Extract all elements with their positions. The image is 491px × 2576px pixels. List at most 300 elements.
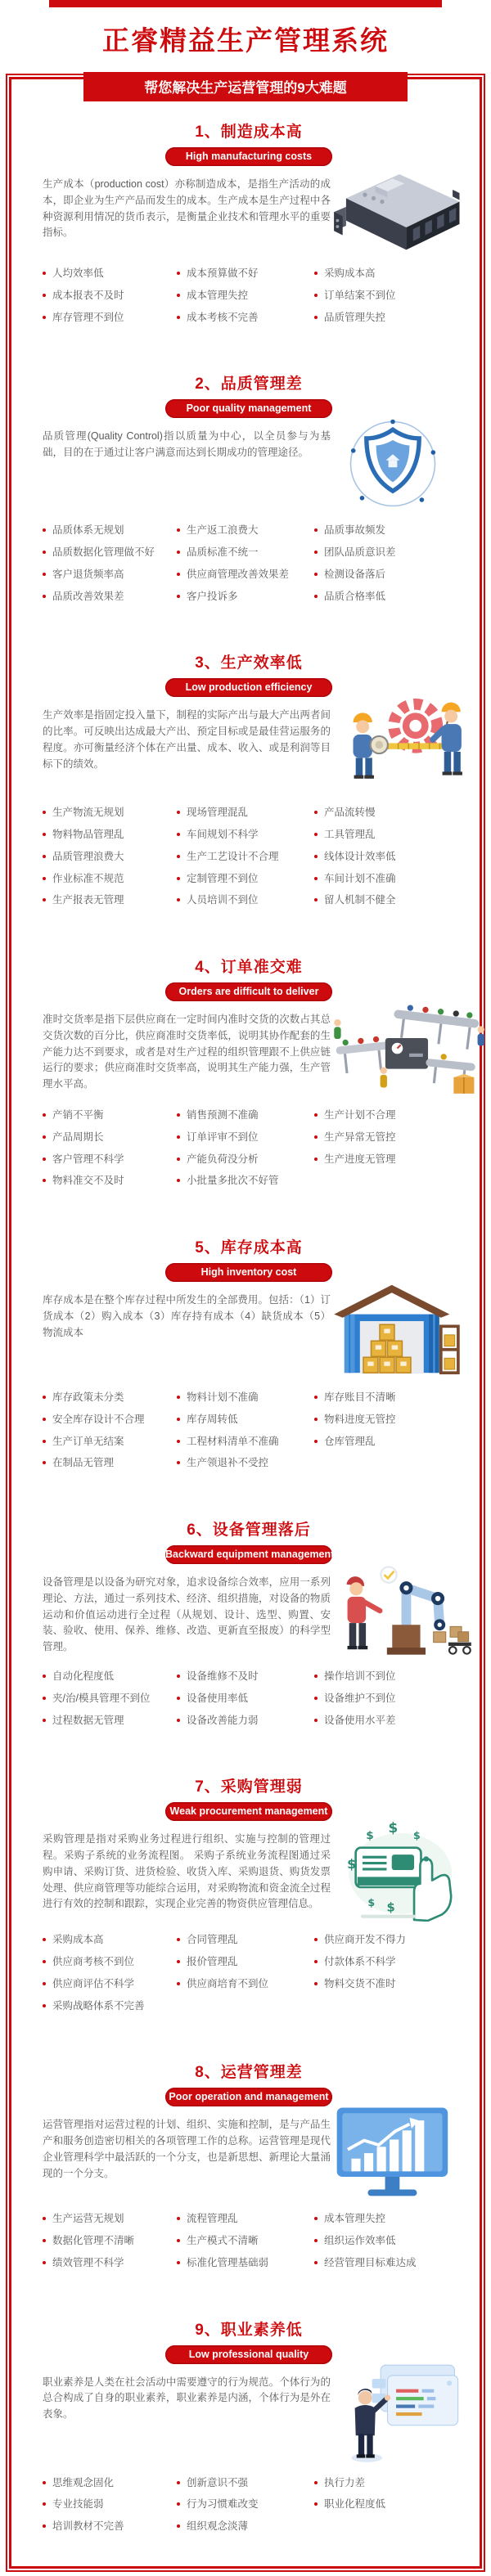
issue-item-label: 生产领退补不受控 (187, 1457, 269, 1469)
issue-item-label: 生产运营无规划 (52, 2213, 124, 2225)
issue-item-label: 产能负荷没分析 (187, 1153, 259, 1165)
bullet-column (314, 525, 455, 613)
bullet-dot-icon (314, 2261, 318, 2264)
bullet-dot-icon (43, 833, 46, 836)
issue-list (43, 1935, 455, 2022)
issue-item (177, 1110, 314, 1122)
issue-item-label: 自动化程度低 (52, 1670, 115, 1682)
bullet-dot-icon (43, 528, 46, 532)
issue-item-label: 采购成本高 (324, 267, 376, 279)
chart-monitor-icon (331, 2104, 455, 2201)
section-description: 运营管理指对运营过程的计划、组织、实施和控制，是与产品生产和服务创造密切相关的各项管理工作的总称。运营管理是现代企业管理科学中最活跃的一个分支，也是新思想、新理论大量涌现的一个分支。 (43, 2119, 331, 2179)
bullet-dot-icon (314, 811, 318, 814)
warehouse-boxes-icon (331, 1279, 460, 1379)
problem-section (43, 955, 455, 1198)
bullet-column (314, 1110, 455, 1198)
issue-item-label: 留人机制不健全 (324, 894, 396, 906)
issue-item-label: 产销不平衡 (52, 1109, 104, 1121)
issue-item-label: 夹/治/模具管理不到位 (52, 1692, 151, 1704)
issue-item (314, 2478, 455, 2489)
issue-item (43, 2214, 177, 2225)
bullet-dot-icon (314, 2239, 318, 2242)
bullet-dot-icon (314, 595, 318, 598)
issue-item (177, 268, 314, 280)
section-description: 库存成本是在整个库存过程中所发生的全部费用。包括：（1）订货成本（2）购入成本（3）库存持有成本（4）缺货成本（5）物流成本 (43, 1294, 331, 1338)
issue-item-label: 生产订单无结案 (52, 1435, 124, 1447)
section-heading: 4、订单准交难 (195, 959, 303, 976)
issue-item-label: 数据化管理不清晰 (52, 2235, 135, 2246)
issue-item-label: 车间计划不准确 (324, 872, 396, 884)
bullet-dot-icon (314, 2502, 318, 2506)
issue-item (314, 290, 455, 302)
issue-item (314, 807, 455, 819)
bullet-dot-icon (43, 2261, 46, 2264)
bullet-column (177, 268, 314, 334)
issue-item-label: 产品流转慢 (324, 807, 376, 819)
bullet-dot-icon (177, 551, 180, 554)
issue-item-label: 现场管理混乱 (187, 807, 249, 819)
banner-headline: 帮您解决生产运营管理的9大难题 (83, 72, 408, 101)
issue-item (43, 1715, 177, 1727)
issue-item-label: 销售预测不准确 (187, 1109, 259, 1121)
bullet-dot-icon (314, 1982, 318, 1985)
issue-item-label: 工程材料清单不准确 (187, 1435, 279, 1447)
bullet-dot-icon (177, 1418, 180, 1421)
issue-item-label: 成本管理失控 (324, 2213, 386, 2225)
bullet-dot-icon (43, 573, 46, 576)
issue-item-label: 客户管理不科学 (52, 1153, 124, 1165)
bullet-dot-icon (314, 2217, 318, 2220)
issue-item (43, 2521, 177, 2533)
bullet-column (43, 1671, 177, 1737)
issue-item (177, 1436, 314, 1448)
issue-item-label: 供应商管理改善效果差 (187, 568, 290, 580)
issue-item (43, 1979, 177, 1990)
issue-item-label: 成本预算做不好 (187, 267, 259, 279)
section-heading: 5、库存成本高 (195, 1239, 303, 1257)
section-description: 品质管理(Quality Control)指以质量为中心，以全员参与为基础，目的在于通过让客户满意而达到长期成功的管理途径。 (43, 430, 331, 458)
bullet-dot-icon (177, 2239, 180, 2242)
bullet-dot-icon (177, 1675, 180, 1678)
bullet-dot-icon (314, 898, 318, 901)
issue-item-label: 供应商培育不到位 (187, 1977, 269, 1989)
issue-item (177, 874, 314, 885)
bullet-dot-icon (43, 316, 46, 319)
issue-item (43, 1110, 177, 1122)
issue-item (177, 1957, 314, 1968)
issue-list (43, 1110, 455, 1198)
bullet-dot-icon (177, 2481, 180, 2484)
issue-item-label: 生产报表无管理 (52, 894, 124, 906)
issue-item-label: 生产进度无管理 (324, 1153, 396, 1165)
issue-item-label: 成本管理失控 (187, 289, 249, 301)
bullet-dot-icon (43, 877, 46, 880)
issue-item-label: 付款体系不科学 (324, 1956, 396, 1967)
issue-item (43, 895, 177, 906)
issue-item (177, 2478, 314, 2489)
bullet-dot-icon (314, 2481, 318, 2484)
issue-item-label: 报价管理乱 (187, 1956, 238, 1967)
section-subtitle-pill: Poor operation and management (165, 2088, 332, 2106)
issue-item-label: 品质合格率低 (324, 590, 386, 602)
issue-item-label: 供应商开发不得力 (324, 1934, 407, 1946)
svg-text:$: $ (347, 1856, 357, 1872)
issue-item-label: 职业化程度低 (324, 2498, 386, 2511)
bullet-dot-icon (314, 855, 318, 858)
issue-item-label: 品质管理失控 (324, 311, 386, 323)
bullet-dot-icon (43, 272, 46, 275)
bullet-dot-icon (177, 2261, 180, 2264)
problem-section (43, 1774, 455, 2022)
bullet-dot-icon (314, 1396, 318, 1399)
issue-item-label: 仓库管理乱 (324, 1435, 376, 1447)
issue-item-label: 客户退货频率高 (52, 568, 124, 580)
payment-card-hand-icon (331, 1818, 462, 1922)
issue-item-label: 思维观念固化 (52, 2476, 115, 2488)
bullet-dot-icon (43, 294, 46, 297)
svg-text:$: $ (367, 1896, 376, 1909)
bullet-dot-icon (43, 1179, 46, 1182)
issue-item-label: 生产工艺设计不合理 (187, 850, 279, 862)
bullet-dot-icon (43, 1938, 46, 1941)
issue-item-label: 组织运作效率低 (324, 2235, 396, 2246)
issue-item (177, 2258, 314, 2269)
issue-item (177, 2499, 314, 2511)
issue-item (43, 1436, 177, 1448)
issue-item (43, 2499, 177, 2511)
svg-text:$: $ (366, 1829, 374, 1843)
issue-item (314, 1436, 455, 1448)
issue-item (177, 1414, 314, 1426)
bullet-dot-icon (177, 877, 180, 880)
issue-item (177, 1979, 314, 1990)
bullet-dot-icon (177, 1396, 180, 1399)
issue-item (43, 1458, 177, 1469)
issue-item (177, 525, 314, 537)
issue-item (43, 1392, 177, 1404)
issue-item-label: 设备使用水平差 (324, 1714, 396, 1726)
bullet-dot-icon (43, 855, 46, 858)
bullet-dot-icon (43, 2524, 46, 2528)
bullet-dot-icon (177, 1461, 180, 1464)
section-subtitle-pill: High inventory cost (165, 1263, 332, 1282)
issue-item-label: 流程管理乱 (187, 2213, 238, 2225)
issue-item-label: 执行力差 (324, 2476, 366, 2488)
issue-item (177, 2214, 314, 2225)
issue-item (314, 547, 455, 559)
bullet-dot-icon (177, 1113, 180, 1117)
issue-list (43, 1392, 455, 1480)
issue-item (43, 1935, 177, 1946)
issue-item (314, 591, 455, 603)
bullet-column (43, 2214, 177, 2279)
bullet-dot-icon (43, 2239, 46, 2242)
issue-item (314, 829, 455, 841)
issue-item-label: 生产异常无管控 (324, 1131, 396, 1143)
bullet-dot-icon (43, 2481, 46, 2484)
issue-item-label: 定制管理不到位 (187, 872, 259, 884)
issue-item (43, 2001, 177, 2012)
section-heading: 2、品质管理差 (195, 375, 303, 393)
issue-item-label: 团队品质意识差 (324, 546, 396, 558)
issue-item (314, 2499, 455, 2511)
issue-item (314, 2258, 455, 2269)
issue-item (177, 591, 314, 603)
bullet-column (177, 1392, 314, 1480)
robot-arm-icon (331, 1562, 471, 1658)
bullet-dot-icon (314, 528, 318, 532)
section-subtitle-pill: Low professional quality (165, 2345, 332, 2364)
issue-item (43, 1414, 177, 1426)
issue-item (177, 1392, 314, 1404)
issue-item-label: 库存政策未分类 (52, 1391, 124, 1403)
issue-item (314, 1957, 455, 1968)
bullet-dot-icon (43, 2004, 46, 2007)
bullet-dot-icon (43, 1158, 46, 1161)
robot-arm-icon (331, 1562, 471, 1658)
issue-item-label: 组织观念淡薄 (187, 2520, 249, 2532)
section-description: 生产成本（production cost）亦称制造成本，是指生产活动的成本，即企业为生产产品而发生的成本。生产成本是生产过程中各种资源利用情况的货币表示，是衡量企业技术和管理水平的重要指标。 (43, 178, 331, 239)
bullet-dot-icon (177, 595, 180, 598)
bullet-column (314, 1935, 455, 2022)
issue-item-label: 库存管理不到位 (52, 311, 124, 323)
bullet-dot-icon (177, 833, 180, 836)
bullet-column (177, 1935, 314, 2022)
section-subtitle-pill: Low production efficiency (165, 678, 332, 697)
bullet-dot-icon (43, 2502, 46, 2506)
bullet-dot-icon (43, 1135, 46, 1139)
bullet-dot-icon (314, 1938, 318, 1941)
section-description: 生产效率是指固定投入量下，制程的实际产出与最大产出两者间的比率。可反映出达成最大产出、预定目标或是最佳营运服务的程度。亦可衡量经济个体在产出量、成本、收入、或是利润等目标下的绩效。 (43, 709, 331, 770)
section-heading: 3、生产效率低 (195, 654, 303, 672)
bullet-dot-icon (314, 1135, 318, 1139)
issue-item (314, 268, 455, 280)
svg-text:$: $ (413, 1829, 421, 1842)
warehouse-icon (331, 1279, 460, 1379)
issue-item-label: 绩效管理不科学 (52, 2256, 124, 2268)
bullet-column (177, 807, 314, 917)
svg-text:$: $ (386, 1900, 395, 1915)
issue-item (177, 569, 314, 581)
bullet-dot-icon (314, 272, 318, 275)
bullet-column (43, 1392, 177, 1480)
issue-item (43, 591, 177, 603)
issue-item-label: 物料进度无管控 (324, 1413, 396, 1425)
issue-item-label: 操作培训不到位 (324, 1670, 396, 1682)
bullet-column (177, 1671, 314, 1737)
issue-item-label: 检测设备落后 (324, 568, 386, 580)
section-heading: 6、设备管理落后 (187, 1522, 311, 1539)
issue-item (314, 525, 455, 537)
issue-item (314, 2236, 455, 2247)
section-heading: 7、采购管理弱 (195, 1778, 303, 1796)
issue-item (43, 1154, 177, 1166)
bullet-column (43, 2478, 177, 2543)
bullet-dot-icon (314, 877, 318, 880)
bullet-dot-icon (43, 1960, 46, 1963)
issue-item (177, 1671, 314, 1683)
issue-item-label: 生产计划不合理 (324, 1109, 396, 1121)
issue-item (314, 1979, 455, 1990)
issue-item (43, 525, 177, 537)
issue-item (177, 1693, 314, 1705)
bullet-dot-icon (314, 1697, 318, 1700)
bullet-dot-icon (177, 1982, 180, 1985)
issue-item (177, 547, 314, 559)
section-description: 准时交货率是指下层供应商在一定时间内准时交货的次数占其总交货次数的百分比，供应商准时交货率低，说明其协作配套的生产能力达不到要求，或者是对生产过程的组织管理跟不上供应链运行的要求；供应商准时交货率高，说明其生产能力强，生产管理水平高。 (43, 1014, 331, 1090)
issue-item (177, 1935, 314, 1946)
issue-item (43, 2478, 177, 2489)
issue-item (43, 1957, 177, 1968)
bullet-dot-icon (177, 855, 180, 858)
bullet-dot-icon (314, 1960, 318, 1963)
issue-item-label: 人均效率低 (52, 267, 104, 279)
issue-item-label: 人员培训不到位 (187, 894, 259, 906)
bullet-dot-icon (43, 1418, 46, 1421)
issue-item-label: 在制品无管理 (52, 1457, 115, 1469)
bullet-column (177, 2214, 314, 2279)
factory-building-icon (331, 164, 468, 255)
issue-item (43, 829, 177, 841)
issue-item-label: 库存账目不清晰 (324, 1391, 396, 1403)
bullet-column (43, 268, 177, 334)
issue-item (177, 2236, 314, 2247)
issue-item-label: 设备使用率低 (187, 1692, 249, 1704)
bullet-dot-icon (177, 898, 180, 901)
issue-item-label: 车间规划不科学 (187, 829, 259, 840)
bullet-column (314, 1392, 455, 1480)
bullet-column (43, 525, 177, 613)
issue-item-label: 物料准交不及时 (52, 1175, 124, 1187)
section-subtitle-pill: Poor quality management (165, 399, 332, 418)
problem-section (43, 371, 455, 613)
issue-item-label: 成本考核不完善 (187, 311, 259, 323)
bullet-column (177, 1110, 314, 1198)
bullet-dot-icon (314, 1418, 318, 1421)
issue-item (314, 1392, 455, 1404)
issue-item (314, 1935, 455, 1946)
issue-item (43, 1176, 177, 1187)
issue-item-label: 库存周转低 (187, 1413, 238, 1425)
issue-item (314, 1671, 455, 1683)
issue-item-label: 订单结案不到位 (324, 289, 396, 301)
bullet-dot-icon (314, 833, 318, 836)
issue-item (177, 852, 314, 863)
issue-item (314, 1693, 455, 1705)
issue-list (43, 2214, 455, 2279)
issue-item-label: 订单评审不到位 (187, 1131, 259, 1143)
bullet-dot-icon (177, 811, 180, 814)
issue-item-label: 设备维修不及时 (187, 1670, 259, 1682)
bullet-dot-icon (177, 1158, 180, 1161)
issue-item-label: 合同管理乱 (187, 1934, 238, 1946)
bullet-column (177, 525, 314, 613)
issue-item (43, 874, 177, 885)
issue-item (43, 1693, 177, 1705)
issue-item-label: 供应商评估不科学 (52, 1977, 135, 1989)
bullet-dot-icon (43, 1982, 46, 1985)
issue-item (43, 2258, 177, 2269)
quality-shield-icon (345, 416, 441, 512)
issue-item (43, 547, 177, 559)
bullet-dot-icon (43, 1461, 46, 1464)
issue-item-label: 物料交货不准时 (324, 1977, 396, 1989)
bullet-dot-icon (43, 1396, 46, 1399)
issue-item-label: 品质管理浪费大 (52, 850, 124, 862)
issue-item (314, 1715, 455, 1727)
section-description: 采购管理是指对采购业务过程进行组织、实施与控制的管理过程。采购子系统的业务流程图。 采购子系统业务流程图通过采购申请、采购订货、进货检验、收货入库、采购退货、购货发票处理、供应商管理等功能综合运用，对采购物流和资金流全过程进行有效的控制和跟踪，实现企业完善的物资供应管理信息。 (43, 1833, 331, 1910)
issue-item (177, 1176, 314, 1187)
factory-icon (331, 164, 468, 255)
section-subtitle-pill: High manufacturing costs (165, 147, 332, 166)
section-heading: 9、职业素养低 (195, 2321, 303, 2339)
issue-item-label: 客户投诉多 (187, 590, 238, 602)
issue-item (43, 2236, 177, 2247)
issue-item-label: 成本报表不及时 (52, 289, 124, 301)
issue-item (43, 312, 177, 324)
issue-list (43, 807, 455, 917)
issue-item-label: 采购成本高 (52, 1934, 104, 1946)
workers-gear-icon (331, 695, 478, 794)
issue-item-label: 生产返工浪费大 (187, 524, 259, 537)
issue-list (43, 525, 455, 613)
bullet-dot-icon (177, 1697, 180, 1700)
issue-item (314, 312, 455, 324)
issue-item-label: 品质数据化管理做不好 (52, 546, 155, 558)
issue-item (43, 569, 177, 581)
issue-item-label: 产品周期长 (52, 1131, 104, 1143)
chart-monitor-icon (331, 2104, 454, 2201)
top-accent-bar (49, 0, 442, 7)
bullet-dot-icon (43, 2217, 46, 2220)
issue-item (177, 1715, 314, 1727)
issue-item-label: 品质标准不统一 (187, 546, 259, 558)
conveyor-line-icon (331, 999, 484, 1097)
issue-item-label: 作业标准不规范 (52, 872, 124, 884)
bullet-dot-icon (177, 272, 180, 275)
bullet-dot-icon (314, 573, 318, 576)
issue-item-label: 采购战略体系不完善 (52, 1999, 145, 2012)
bullet-column (43, 1935, 177, 2022)
issue-item (314, 1110, 455, 1122)
bullet-dot-icon (43, 898, 46, 901)
issue-item (314, 569, 455, 581)
bullet-dot-icon (43, 1113, 46, 1117)
issue-item (43, 1132, 177, 1144)
bullet-dot-icon (43, 1697, 46, 1700)
issue-item-label: 线体设计效率低 (324, 850, 396, 862)
issue-item-label: 生产物流无规划 (52, 807, 124, 819)
section-subtitle-pill: Orders are difficult to deliver (165, 982, 332, 1001)
issue-item (314, 895, 455, 906)
issue-item (43, 852, 177, 863)
issue-item-label: 标准化管理基础弱 (187, 2256, 269, 2268)
problem-section (43, 2060, 455, 2279)
issue-list (43, 268, 455, 334)
issue-item-label: 品质改善效果差 (52, 590, 124, 602)
workers-measuring-gear-icon (331, 695, 478, 794)
bullet-dot-icon (177, 1135, 180, 1139)
issue-item (314, 2214, 455, 2225)
bullet-dot-icon (43, 1675, 46, 1678)
problem-section (43, 2318, 455, 2543)
issue-item-label: 过程数据无管理 (52, 1714, 124, 1726)
bullet-dot-icon (314, 1158, 318, 1161)
issue-item-label: 供应商考核不到位 (52, 1956, 135, 1967)
issue-item (43, 1671, 177, 1683)
section-heading: 1、制造成本高 (195, 124, 303, 141)
issue-item-label: 物料物品管理乱 (52, 829, 124, 840)
